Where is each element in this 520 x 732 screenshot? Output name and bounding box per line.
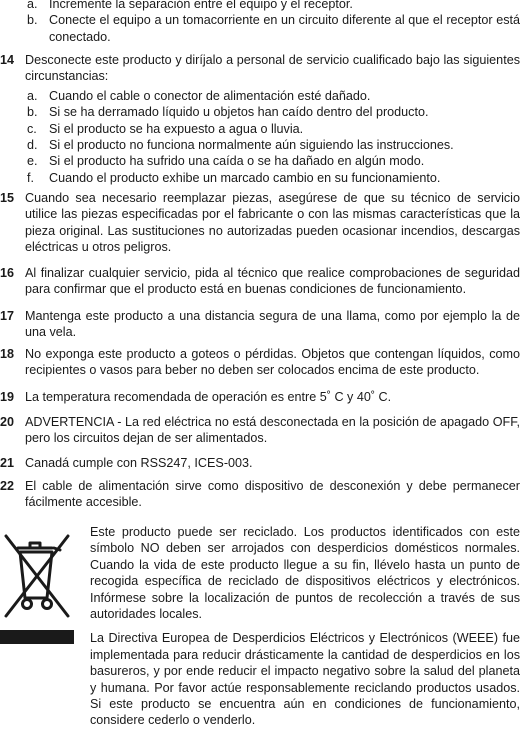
list-item [0,190,520,256]
item-text: Canadá cumple con RSS247, ICES-003. [25,456,253,470]
recycling-paragraph-1: Este producto puede ser reciclado. Los productos identificados con este símbolo NO deben ser arrojados con desperdicios domésticos normales. Cuando la vida de este producto llegue a su fin, llévelo hasta un punto de recogida específica de reciclado de dispositivos eléctricos y electrónicos. Infórmese sobre la localización de puntos de recolección a través de sus autoridades locales. [90,525,520,622]
list-item [0,346,520,379]
sub-item-letter: b. [27,13,38,28]
item-number: 14 [0,53,15,67]
sub-item-text: Si el producto no funciona normalmente aún siguiendo las instrucciones. [49,138,454,153]
recycling-paragraph-2: La Directiva Europea de Desperdicios Eléctricos y Electrónicos (WEEE) fue implementada para reducir drásticamente la cantidad de desperdicios en los basureros, y por ende reducir el impacto negativo sobre la salud del planeta y humana. Por favor actúe responsablemente reciclando productos usados. Si este producto se encuentra aún en condiciones de funcionamiento, considere cederlo o venderlo. [90,631,520,728]
item-number: 15 [0,191,15,205]
sub-item-text: Incremente la separación entre el equipo y el receptor. [49,0,353,11]
list-item [0,265,520,298]
list-item [25,12,520,45]
list-item [0,308,520,341]
intro-sub-list [25,0,520,45]
list-item [0,478,520,511]
sub-item-letter: f. [27,170,34,185]
sub-item-text: Conecte el equipo a un tomacorriente en un circuito diferente al que el receptor está conectado. [49,13,520,44]
sub-item-text: Cuando el cable o conector de alimentación esté dañado. [49,88,371,103]
item-text: El cable de alimentación sirve como dispositivo de desconexión y debe permanecer fácilmente accesible. [25,479,520,510]
sub-item-letter: b. [27,105,38,120]
list-item [0,52,520,186]
sub-item-letter: c. [27,121,37,136]
list-item [25,104,520,120]
sub-item-text: Si el producto se ha expuesto a agua o lluvia. [49,121,304,136]
sub-item-letter: d. [27,138,38,153]
item-number: 18 [0,347,15,361]
item-text: Desconecte este producto y diríjalo a personal de servicio cualificado bajo las siguientes circunstancias: [25,53,520,84]
list-item [25,170,520,186]
list-item [0,414,520,447]
list-item [25,88,520,104]
list-item [25,121,520,137]
item-text: Cuando sea necesario reemplazar piezas, asegúrese de que su técnico de servicio utilice las piezas especificadas por el fabricante o con las mismas características que la pieza original. Las sustituciones no autorizadas pueden ocasionar incendios, descargas eléctricas u otros peligros. [25,191,520,255]
sub-item-letter: a. [27,0,38,11]
item-number: 22 [0,479,15,493]
recycling-text [90,524,520,729]
item-number: 17 [0,309,15,323]
list-item [0,455,520,471]
item-number: 19 [0,390,15,404]
crossed-out-wheelie-bin-icon [0,528,74,648]
item-text: No exponga este producto a goteos o pérdidas. Objetos que contengan líquidos, como recipientes o vasos para beber no deben ser colocados encima de este producto. [25,347,520,378]
list-item [25,137,520,153]
sub-item-letter: a. [27,88,38,103]
list-item [0,389,520,405]
list-item [25,153,520,169]
item-text: ADVERTENCIA - La red eléctrica no está desconectada en la posición de apagado OFF, pero los circuitos dejan de ser alimentados. [25,415,520,446]
item-number: 20 [0,415,15,429]
item-number: 16 [0,266,15,280]
list-item [25,0,520,12]
sub-item-text: Cuando el producto exhibe un marcado cambio en su funcionamiento. [49,170,441,185]
sub-item-text: Si se ha derramado líquido u objetos han caído dentro del producto. [49,105,429,120]
sub-item-text: Si el producto ha sufrido una caída o se ha dañado en algún modo. [49,154,425,169]
item-number: 21 [0,456,15,470]
item-text: La temperatura recomendada de operación es entre 5˚ C y 40˚ C. [25,390,392,404]
item-text: Mantenga este producto a una distancia segura de una llama, como por ejemplo la de una vela. [25,309,520,340]
item-text: Al finalizar cualquier servicio, pida al técnico que realice comprobaciones de seguridad para confirmar que el producto está en buenas condiciones de funcionamiento. [25,266,520,297]
sub-item-letter: e. [27,154,38,169]
